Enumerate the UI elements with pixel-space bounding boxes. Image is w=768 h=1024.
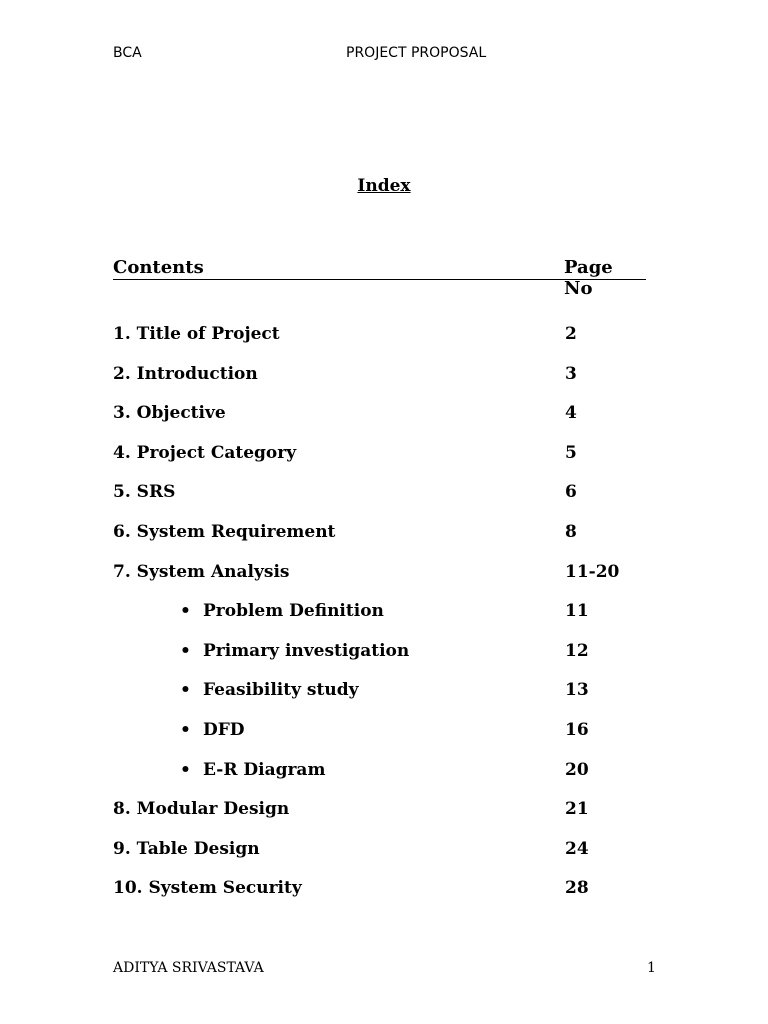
toc-entry-label: 8. Modular Design bbox=[113, 799, 290, 820]
table-of-contents bbox=[113, 324, 673, 918]
toc-entry bbox=[113, 403, 673, 443]
toc-entry bbox=[113, 641, 673, 681]
toc-entry-page: 6 bbox=[565, 482, 577, 503]
contents-header bbox=[113, 257, 646, 299]
toc-entry-page: 12 bbox=[565, 640, 589, 661]
index-title: Index bbox=[357, 176, 411, 196]
toc-entry bbox=[113, 443, 673, 483]
toc-entry bbox=[113, 760, 673, 800]
toc-entry bbox=[113, 839, 673, 879]
toc-entry-page: 2 bbox=[565, 324, 577, 344]
toc-entry bbox=[113, 324, 673, 364]
toc-entry-label: 2. Introduction bbox=[113, 363, 258, 384]
toc-entry-label: 9. Table Design bbox=[113, 838, 260, 859]
bullet-icon: • bbox=[180, 680, 191, 701]
page-header-left: BCA bbox=[113, 45, 142, 61]
toc-entry-page: 11 bbox=[565, 601, 589, 622]
toc-entry-page: 5 bbox=[565, 442, 577, 463]
toc-entry-label: 5. SRS bbox=[113, 482, 176, 503]
page-no-column-label: Page No bbox=[564, 257, 613, 299]
toc-entry-page: 20 bbox=[565, 759, 589, 780]
toc-entry bbox=[113, 522, 673, 562]
bullet-icon: • bbox=[180, 719, 191, 740]
toc-entry-label: 7. System Analysis bbox=[113, 561, 290, 582]
bullet-icon: • bbox=[180, 601, 191, 622]
contents-column-label: Contents bbox=[113, 257, 204, 278]
toc-entry bbox=[113, 799, 673, 839]
toc-entry-label: Problem Definition bbox=[203, 601, 384, 622]
toc-entry-label: Feasibility study bbox=[203, 680, 359, 701]
toc-entry-label: 1. Title of Project bbox=[113, 324, 280, 344]
bullet-icon: • bbox=[180, 640, 191, 661]
toc-entry bbox=[113, 482, 673, 522]
toc-entry bbox=[113, 720, 673, 760]
toc-entry-label: E-R Diagram bbox=[203, 759, 326, 780]
toc-entry-page: 21 bbox=[565, 799, 589, 820]
toc-entry-label: 10. System Security bbox=[113, 878, 302, 899]
toc-entry-label: 3. Objective bbox=[113, 403, 226, 424]
toc-entry bbox=[113, 601, 673, 641]
toc-entry-page: 24 bbox=[565, 838, 589, 859]
toc-entry bbox=[113, 562, 673, 602]
footer-page-number: 1 bbox=[647, 960, 656, 976]
toc-entry-page: 13 bbox=[565, 680, 589, 701]
toc-entry bbox=[113, 680, 673, 720]
toc-entry bbox=[113, 364, 673, 404]
bullet-icon: • bbox=[180, 759, 191, 780]
footer-author: ADITYA SRIVASTAVA bbox=[113, 960, 264, 976]
toc-entry-page: 11-20 bbox=[565, 561, 620, 582]
toc-entry-label: Primary investigation bbox=[203, 640, 410, 661]
toc-entry bbox=[113, 878, 673, 918]
toc-entry-label: 6. System Requirement bbox=[113, 521, 336, 542]
toc-entry-page: 28 bbox=[565, 878, 589, 899]
toc-entry-page: 3 bbox=[565, 363, 577, 384]
toc-entry-page: 16 bbox=[565, 719, 589, 740]
toc-entry-label: DFD bbox=[203, 719, 245, 740]
toc-entry-page: 8 bbox=[565, 521, 577, 542]
toc-entry-label: 4. Project Category bbox=[113, 442, 297, 463]
toc-entry-page: 4 bbox=[565, 403, 577, 424]
page-header-center: PROJECT PROPOSAL bbox=[346, 45, 487, 61]
